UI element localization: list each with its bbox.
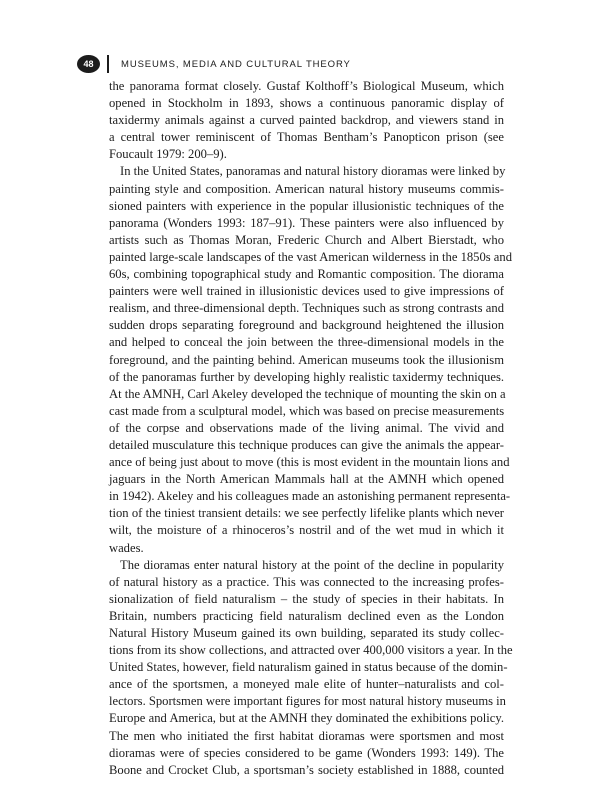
text-line: detailed musculature this technique produces can give the animals the appear-: [109, 437, 504, 452]
text-line: of the panoramas further by developing highly realistic taxidermy techniques.: [109, 369, 504, 384]
text-line: tions from its show collections, and attracted over 400,000 visitors a year. In the: [109, 643, 513, 658]
text-line: artists such as Thomas Moran, Frederic Church and Albert Bierstadt, who: [109, 232, 504, 247]
text-line: in 1942). Akeley and his colleagues made an astonishing permanent representa-: [109, 489, 511, 504]
text-line: Boone and Crocket Club, a sportsman’s society established in 1888, counted: [109, 762, 504, 777]
text-line: wades.: [109, 540, 144, 555]
text-line: sionalization of field naturalism – the study of species in their habitats. In: [109, 591, 504, 606]
body-text: [109, 78, 513, 779]
text-line: foreground, and the painting behind. American museums took the illusionism: [109, 352, 504, 367]
text-line: dioramas were of species considered to be game (Wonders 1993: 149). The: [109, 745, 504, 760]
text-line: The men who initiated the first habitat dioramas were sportsmen and most: [109, 728, 504, 743]
text-line: wilt, the moisture of a rhinoceros’s nostril and of the wet mud in which it: [109, 523, 504, 538]
text-line: 60s, combining topographical study and Romantic composition. The diorama: [109, 267, 504, 282]
header-divider: [107, 55, 109, 73]
text-line: sioned painters with experience in the popular illusionistic techniques of the: [109, 198, 504, 213]
text-line: and helped to conceal the join between the three-dimensional models in the: [109, 335, 504, 350]
running-title: MUSEUMS, MEDIA AND CULTURAL THEORY: [121, 59, 351, 70]
text-line: panorama (Wonders 1993: 187–91). These painters were also influenced by: [109, 215, 504, 230]
text-line: the panorama format closely. Gustaf Kolthoff’s Biological Museum, which: [109, 79, 504, 93]
text-line: jaguars in the North American Mammals hall at the AMNH which opened: [109, 472, 504, 487]
text-line: sudden drops separating foreground and background heightened the illusion: [109, 318, 504, 333]
page-number: 48: [77, 55, 100, 73]
text-line: In the United States, panoramas and natural history dioramas were linked by: [120, 164, 506, 179]
text-line: painting style and composition. American natural history museums commis-: [109, 181, 504, 196]
text-line: Europe and America, but at the AMNH they dominated the exhibitions policy.: [109, 711, 504, 726]
text-line: United States, however, field naturalism gained in status because of the domin-: [109, 660, 508, 675]
text-line: taxidermy animals against a curved painted backdrop, and viewers stand in: [109, 113, 504, 128]
text-line: lectors. Sportsmen were important figures for most natural history museums in: [109, 694, 506, 709]
text-line: Britain, numbers practicing field naturalism declined even as the London: [109, 608, 504, 623]
text-line: Natural History Museum gained its own building, separated its study collec-: [109, 626, 504, 640]
text-line: The dioramas enter natural history at the point of the decline in popularity: [120, 557, 504, 572]
text-line: cast made from a sculptural model, which was based on precise measurements: [109, 403, 505, 418]
text-line: opened in Stockholm in 1893, shows a continuous panoramic display of: [109, 96, 504, 111]
text-line: of natural history as a practice. This was connected to the increasing profes-: [109, 574, 504, 589]
text-line: At the AMNH, Carl Akeley developed the technique of mounting the skin on a: [109, 386, 506, 401]
text-line: ance of being just about to move (this is most evident in the mountain lions and: [109, 455, 510, 470]
text-line: painters were well trained in illusionistic devices used to give impressions of: [109, 284, 504, 299]
running-header: [77, 55, 537, 77]
text-line: painted large-scale landscapes of the vast American wilderness in the 1850s and: [109, 249, 512, 264]
text-line: tion of the tiniest transient details: we see perfectly lifelike plants which never: [109, 506, 504, 521]
text-line: realism, and three-dimensional depth. Techniques such as strong contrasts and: [109, 301, 504, 316]
text-line: Foucault 1979: 200–9).: [109, 147, 227, 162]
text-line: a central tower reminiscent of Thomas Bentham’s Panopticon prison (see: [109, 130, 504, 145]
text-line: ance of the sportsmen, a moneyed male elite of hunter–naturalists and col-: [109, 677, 504, 692]
text-line: of the corpse and observations made of the living animal. The vivid and: [109, 420, 504, 435]
